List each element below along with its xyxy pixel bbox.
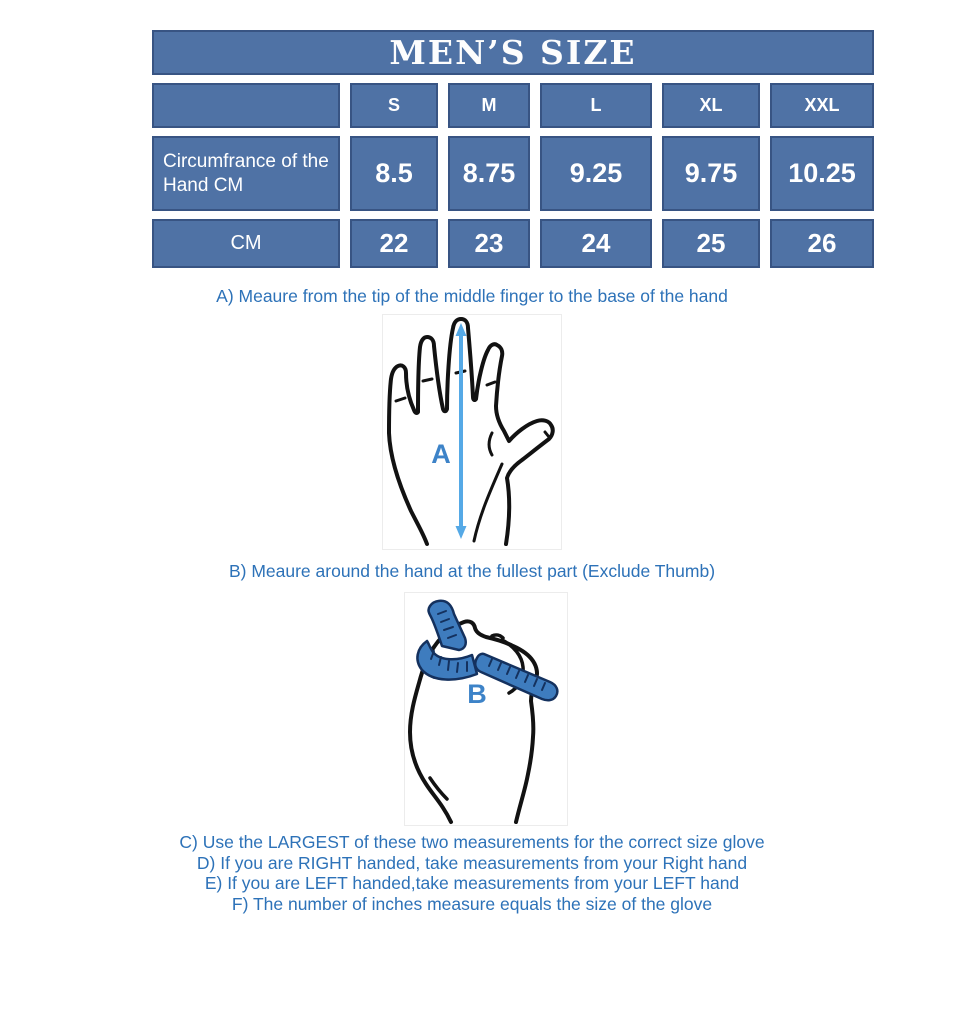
figure-a-label: A (431, 439, 451, 469)
row-label-circumference: Circumfrance of the Hand CM (152, 136, 340, 211)
circumference-value-s: 8.5 (350, 136, 438, 211)
cm-value-l: 24 (540, 219, 652, 268)
circumference-value-xl: 9.75 (662, 136, 760, 211)
mens-size-table (152, 30, 874, 268)
cm-value-m: 23 (448, 219, 530, 268)
instruction-line-e: E) If you are LEFT handed,take measurements from your LEFT hand (204, 873, 740, 894)
size-header-xl: XL (662, 83, 760, 128)
circumference-value-m: 8.75 (448, 136, 530, 211)
hand-length-figure (382, 314, 562, 550)
circumference-value-l: 9.25 (540, 136, 652, 211)
circumference-value-xxl: 10.25 (770, 136, 874, 211)
hand-circumference-figure (404, 592, 568, 826)
size-header-l: L (540, 83, 652, 128)
cm-value-xl: 25 (662, 219, 760, 268)
instruction-line-c: C) Use the LARGEST of these two measurements for the correct size glove (179, 832, 765, 852)
size-header-xxl: XXL (770, 83, 874, 128)
size-header-m: M (448, 83, 530, 128)
instruction-line-a: A) Meaure from the tip of the middle finger to the base of the hand (216, 286, 728, 306)
figure-b-label: B (467, 679, 487, 709)
cm-value-xxl: 26 (770, 219, 874, 268)
instruction-list (0, 832, 944, 915)
instruction-line-d: D) If you are RIGHT handed, take measurements from your Right hand (196, 852, 748, 873)
size-header-s: S (350, 83, 438, 128)
header-blank-cell (152, 83, 340, 128)
row-label-cm: CM (152, 219, 340, 268)
table-title: MEN’S SIZE (152, 30, 874, 75)
open-hand-illustration (383, 315, 561, 549)
fist-illustration (405, 593, 567, 825)
cm-value-s: 22 (350, 219, 438, 268)
instruction-line-f: F) The number of inches measure equals the size of the glove (231, 894, 713, 915)
instruction-line-b: B) Meaure around the hand at the fullest part (Exclude Thumb) (228, 561, 716, 581)
